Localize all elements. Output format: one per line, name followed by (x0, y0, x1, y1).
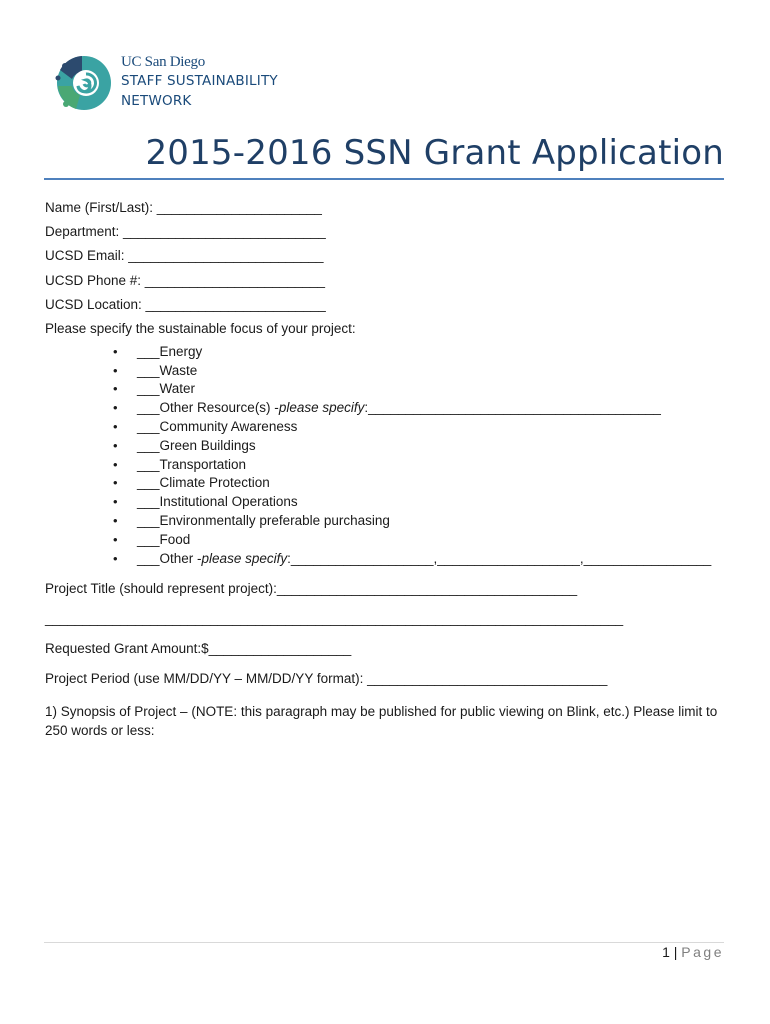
project-title-continuation[interactable]: _____________________________________________________________________________ (45, 611, 624, 626)
list-item[interactable]: • ___Community Awareness (113, 419, 298, 435)
brand-block (121, 54, 278, 111)
footer-divider (44, 942, 724, 943)
bullet-icon: • (113, 550, 118, 566)
list-item[interactable]: • ___Environmentally preferable purchasing (113, 513, 390, 529)
phone-field[interactable]: UCSD Phone #: ________________________ (45, 273, 325, 288)
brand-staff-sustainability: STAFF SUSTAINABILITY (121, 73, 278, 89)
bullet-icon: • (113, 475, 118, 491)
email-field[interactable]: UCSD Email: __________________________ (45, 248, 324, 263)
bullet-icon: • (113, 343, 118, 359)
bullet-icon: • (113, 419, 118, 435)
bullet-icon: • (113, 381, 118, 397)
list-item[interactable]: • ___Green Buildings (113, 437, 256, 453)
focus-list (113, 342, 711, 568)
page-footer (662, 944, 724, 960)
name-field[interactable]: Name (First/Last): ______________________ (45, 200, 322, 215)
bullet-icon: • (113, 400, 118, 416)
page-label: Page (681, 944, 724, 960)
list-item[interactable]: • ___Other - please specify :___________________,___________________,_________________ (113, 550, 712, 566)
list-item[interactable]: • ___Other Resource(s) - please specify :_______________________________________ (113, 400, 661, 416)
list-item[interactable]: • ___Waste (113, 362, 198, 378)
brand-uc-san-diego: UC San Diego (121, 54, 205, 70)
title-divider (44, 178, 724, 180)
project-period-field[interactable]: Project Period (use MM/DD/YY – MM/DD/YY format): ________________________________ (45, 671, 608, 686)
ssn-logo-icon (52, 52, 112, 114)
list-item[interactable]: • ___Climate Protection (113, 475, 270, 491)
grant-amount-field[interactable]: Requested Grant Amount:$___________________ (45, 641, 352, 656)
list-item[interactable]: • ___Institutional Operations (113, 494, 298, 510)
bullet-icon: • (113, 437, 118, 453)
page-title: 2015-2016 SSN Grant Application (145, 133, 724, 173)
project-title-field[interactable]: Project Title (should represent project):________________________________________ (45, 581, 578, 596)
list-item[interactable]: • ___Transportation (113, 456, 247, 472)
footer-separator: | (669, 944, 682, 960)
bullet-icon: • (113, 531, 118, 547)
brand-network: NETWORK (121, 93, 192, 109)
department-field[interactable]: Department: ___________________________ (45, 224, 326, 239)
list-item[interactable]: • ___Food (113, 531, 191, 547)
synopsis-prompt: 1) Synopsis of Project – (NOTE: this paragraph may be published for public viewing on Blink, etc.) Please limit to 250 words or less: (45, 704, 718, 738)
bullet-icon: • (113, 494, 118, 510)
list-item[interactable]: • ___Energy (113, 343, 203, 359)
location-field[interactable]: UCSD Location: ________________________ (45, 297, 326, 312)
bullet-icon: • (113, 513, 118, 529)
bullet-icon: • (113, 362, 118, 378)
bullet-icon: • (113, 456, 118, 472)
focus-prompt: Please specify the sustainable focus of your project: (45, 321, 356, 336)
list-item[interactable]: • ___Water (113, 381, 196, 397)
page-number: 1 (662, 944, 670, 960)
